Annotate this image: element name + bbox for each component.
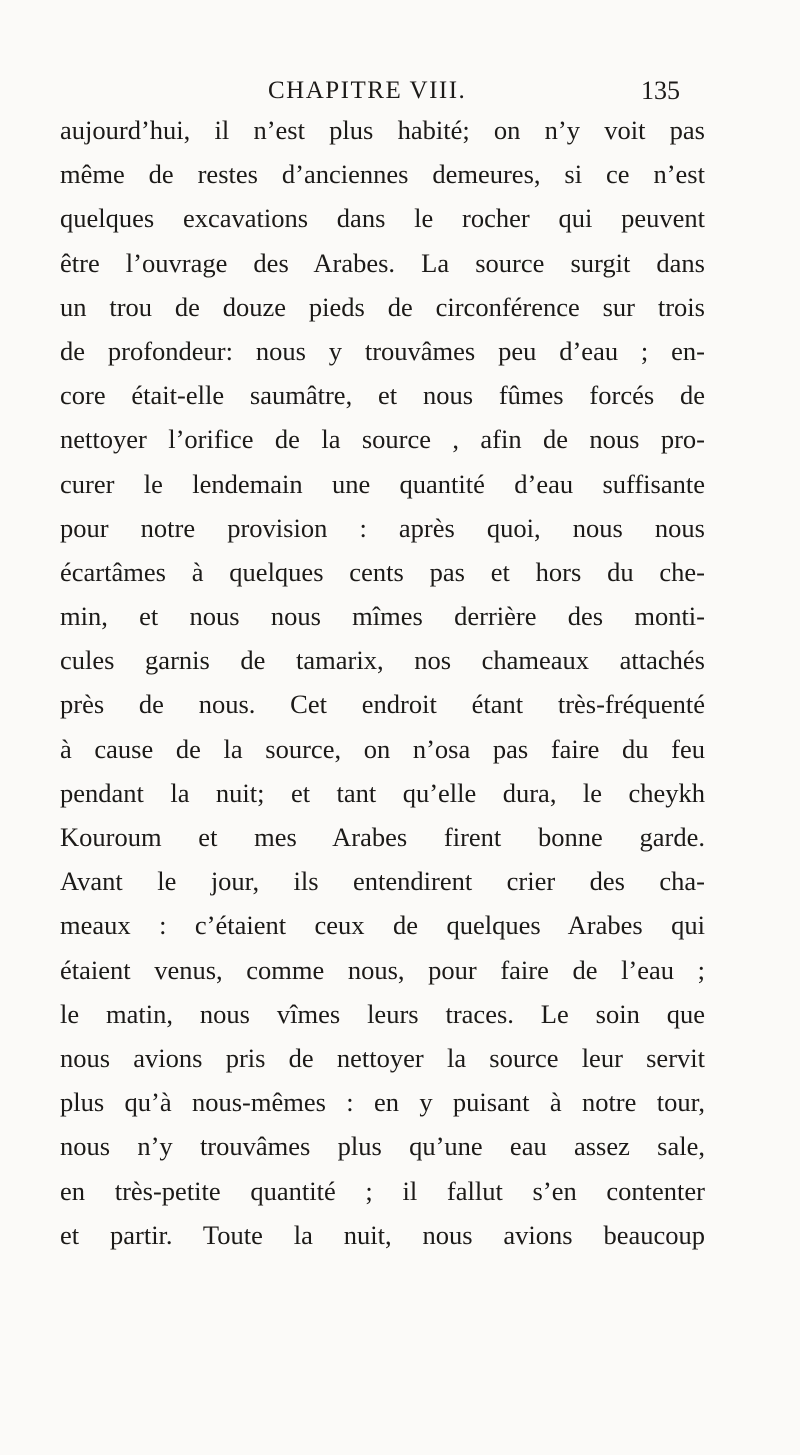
text-line: min, et nous nous mîmes derrière des monti- <box>60 601 705 632</box>
body-text <box>60 108 705 1257</box>
text-line: Avant le jour, ils entendirent crier des cha- <box>60 866 705 897</box>
text-line: le matin, nous vîmes leurs traces. Le soin que <box>60 998 705 1029</box>
text-line: en très-petite quantité ; il fallut s’en contenter <box>60 1175 705 1206</box>
text-line: à cause de la source, on n’osa pas faire du feu <box>60 733 705 764</box>
text-line: même de restes d’anciennes demeures, si ce n’est <box>60 159 705 190</box>
text-line: quelques excavations dans le rocher qui peuvent <box>60 203 705 234</box>
page-number: 135 <box>641 76 680 105</box>
text-line: étaient venus, comme nous, pour faire de l’eau ; <box>60 954 705 985</box>
text-line: plus qu’à nous-mêmes : en y puisant à notre tour, <box>60 1087 705 1118</box>
text-line: être l’ouvrage des Arabes. La source surgit dans <box>60 247 705 278</box>
text-line: meaux : c’étaient ceux de quelques Arabes qui <box>60 910 705 941</box>
text-line: curer le lendemain une quantité d’eau suffisante <box>60 468 705 499</box>
text-line: cules garnis de tamarix, nos chameaux attachés <box>60 645 705 676</box>
text-line: pour notre provision : après quoi, nous nous <box>60 512 705 543</box>
text-line: nous n’y trouvâmes plus qu’une eau assez sale, <box>60 1131 705 1162</box>
text-line: de profondeur: nous y trouvâmes peu d’eau ; en- <box>60 335 705 366</box>
text-line: près de nous. Cet endroit étant très-fréquenté <box>60 689 705 720</box>
text-line: pendant la nuit; et tant qu’elle dura, le cheykh <box>60 777 705 808</box>
text-line: aujourd’hui, il n’est plus habité; on n’y voit pas <box>60 115 705 145</box>
text-line: un trou de douze pieds de circonférence sur trois <box>60 291 705 322</box>
text-line: nous avions pris de nettoyer la source leur servit <box>60 1042 705 1073</box>
text-line: core était-elle saumâtre, et nous fûmes forcés de <box>60 380 705 411</box>
text-line: écartâmes à quelques cents pas et hors du che- <box>60 556 705 587</box>
text-line: et partir. Toute la nuit, nous avions beaucoup <box>60 1219 705 1250</box>
text-line: Kouroum et mes Arabes firent bonne garde. <box>60 822 705 852</box>
chapter-title: CHAPITRE VIII. <box>268 77 467 104</box>
text-line: nettoyer l’orifice de la source , afin de nous pro- <box>60 424 705 455</box>
